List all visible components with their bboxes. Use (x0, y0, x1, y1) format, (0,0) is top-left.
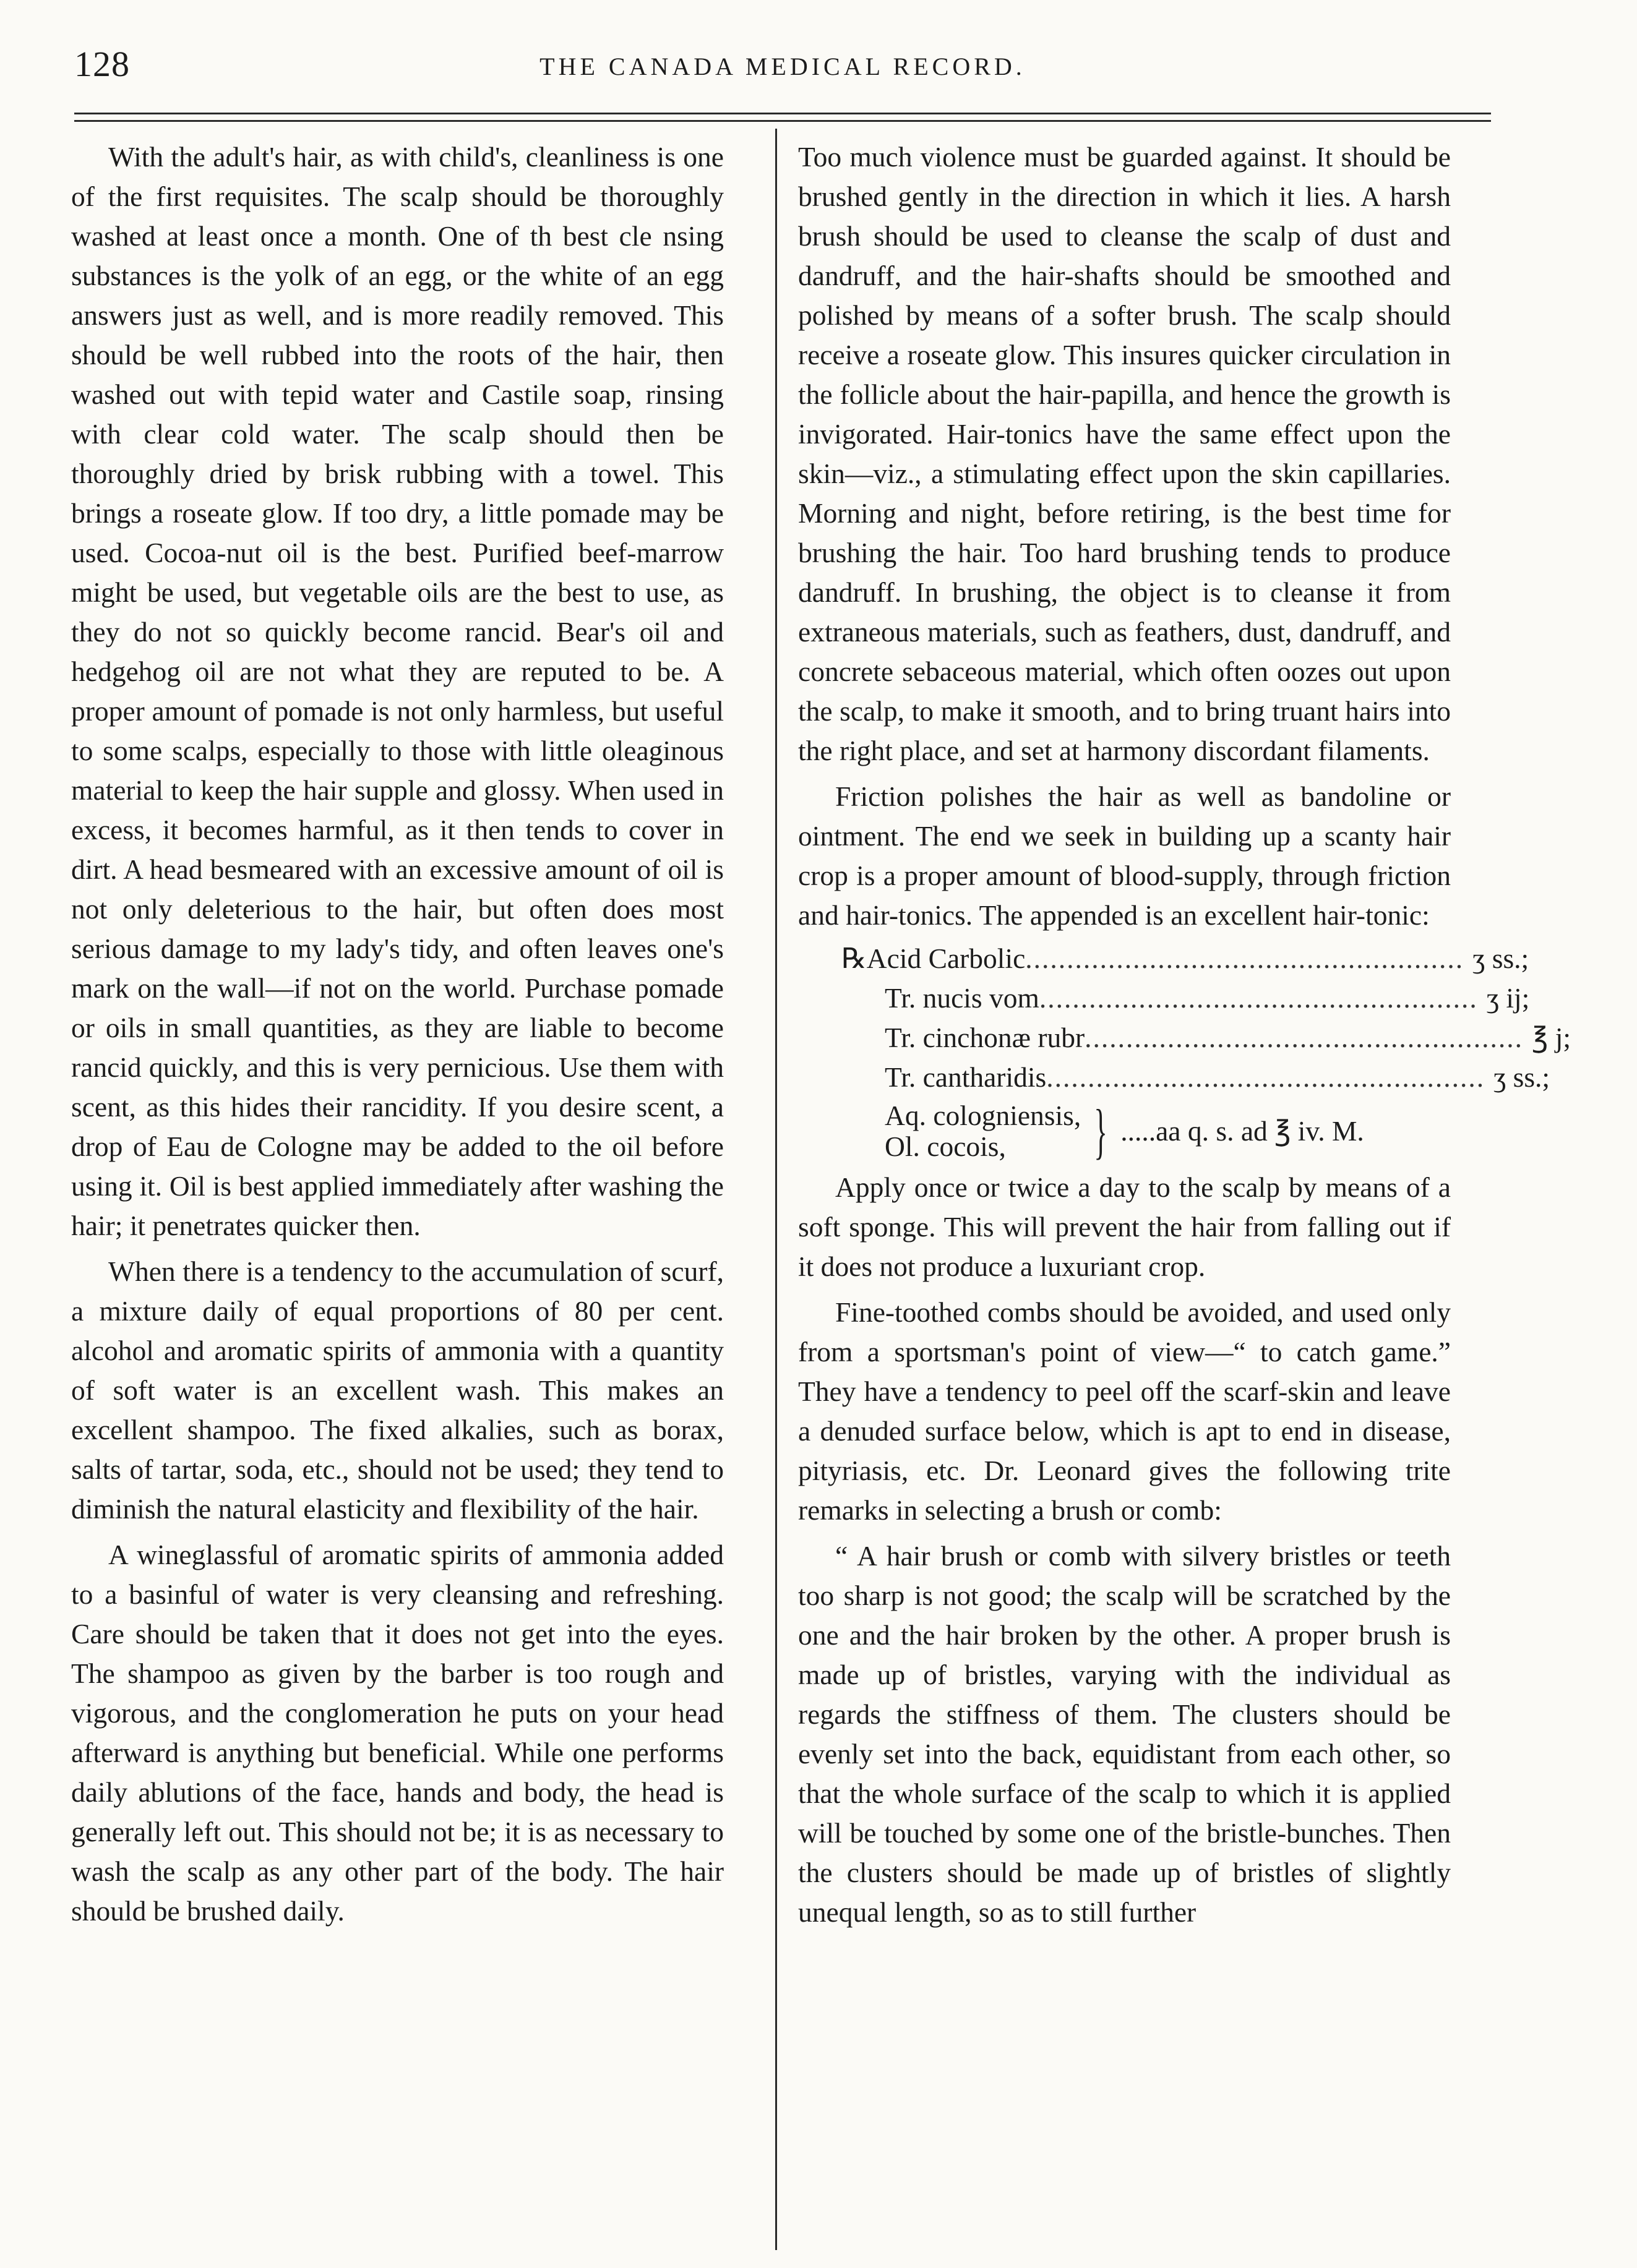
paragraph: Apply once or twice a day to the scalp by means of a soft sponge. This will prevent the hair from falling out if it does not produce a luxuriant crop. (798, 1171, 1451, 1282)
paragraph: A wineglassful of aromatic spirits of ammonia added to a basinful of water is very cleansing and refreshing. Care should be taken that it does not get into the eyes. The shampoo as given by the barber is too rough and vigorous, and the conglomeration he puts on your head afterward is anything but beneficial. While one performs daily ablutions of the face, hands and body, the head is generally left out. This should not be; it is as necessary to wash the scalp as any other part of the body. The hair should be brushed daily. (71, 1539, 724, 1927)
journal-title: THE CANADA MEDICAL RECORD. (539, 53, 1026, 80)
rx-leader-dots: ..................................................... (1025, 943, 1464, 974)
header-rule-top (74, 113, 1491, 114)
rx-item-name: Aq. cologniensis, (885, 1100, 1081, 1131)
column-divider (775, 129, 777, 2250)
paragraph: Fine-toothed combs should be avoided, and used only from a sportsman's point of view—“ to catch game.” They have a tendency to peel off the scarf-skin and leave a denuded surface below, which is apt to end in disease, pityriasis, etc. Dr. Leonard gives the following trite remarks in selecting a brush or comb: (798, 1296, 1451, 1526)
rx-item-dose: ʒ ij; (1486, 982, 1530, 1014)
prescription-item (885, 978, 1530, 1018)
rx-item-name: Acid Carbolic (866, 943, 1026, 974)
paragraph: Friction polishes the hair as well as bandoline or ointment. The end we seek in building up a scanty hair crop is a proper amount of blood-supply, through friction and hair-tonics. The appended is an excellent hair-tonic: (798, 781, 1451, 931)
prescription-item (885, 1058, 1550, 1097)
rx-item-dose: ℥ j; (1532, 1022, 1571, 1053)
paragraph: With the adult's hair, as with child's, cleanliness is one of the first requisites. The scalp should be thoroughly washed at least once a month. One of th best cle nsing substances is the yolk of an egg, or the white of an egg answers just as well, and is more readily removed. This should be well rubbed into the roots of the hair, then washed out with tepid water and Castile soap, rinsing with clear cold water. The scalp should then be thoroughly dried by brisk rubbing with a towel. This brings a roseate glow. If too dry, a little pomade may be used. Cocoa-nut oil is the best. Purified beef-marrow might be used, but vegetable oils are the best to use, as they do not so quickly become rancid. Bear's oil and hedgehog oil are not what they are reputed to be. A proper amount of pomade is not only harmless, but useful to some scalps, especially to those with little oleaginous material to keep the hair supple and glossy. When used in excess, it becomes harmful, as it then tends to cover in dirt. A head besmeared with an excessive amount of oil is not only deleterious to the hair, but often does most serious damage to my lady's tidy, and often leaves one's mark on the wall—if not on the world. Purchase pomade or oils in small quantities, as they are liable to become rancid quickly, and this is very pernicious. Use them with scent, as this hides their rancidity. If you desire scent, a drop of Eau de Cologne may be added to the oil before using it. Oil is best applied immediately after washing the hair; it penetrates quicker then. (71, 141, 724, 1241)
page-number: 128 (74, 44, 130, 84)
left-column (71, 137, 724, 1931)
prescription-combined-item (885, 1097, 1429, 1165)
header-rule-bottom (74, 120, 1491, 122)
rx-combined-dose: .....aa q. s. ad ℥ iv. M. (1120, 1115, 1364, 1147)
prescription (841, 939, 1571, 1165)
prescription-item (885, 1018, 1571, 1058)
rx-item-name: Ol. cocois, (885, 1131, 1006, 1162)
rx-item-name: Tr. cantharidis (885, 1061, 1047, 1093)
brace-icon: } (1094, 1097, 1108, 1165)
paragraph: “ A hair brush or comb with silvery bristles or teeth too sharp is not good; the scalp will be scratched by the one and the hair broken by the other. A proper brush is made up of bristles, varying with the individual as regards the stiffness of them. The clusters should be evenly set into the back, equidistant from each other, so that the whole surface of the scalp to which it is applied will be touched by some one of the bristle-bunches. Then the clusters should be made up of bristles of slightly unequal length, so as to still further (798, 1540, 1451, 1928)
paragraph: Too much violence must be guarded against. It should be brushed gently in the direction in which it lies. A harsh brush should be used to cleanse the scalp of dust and dandruff, and the hair-shafts should be smoothed and polished by means of a softer brush. The scalp should receive a roseate glow. This insures quicker circulation in the follicle about the hair-papilla, and hence the growth is invigorated. Hair-tonics have the same effect upon the skin—viz., a stimulating effect upon the skin capillaries. Morning and night, before retiring, is the best time for brushing the hair. Too hard brushing tends to produce dandruff. In brushing, the object is to cleanse it from extraneous materials, such as feathers, dust, dandruff, and concrete sebaceous material, which often oozes out upon the scalp, to make it smooth, and to bring truant hairs into the right place, and set at harmony discordant filaments. (798, 141, 1451, 766)
paragraph: When there is a tendency to the accumulation of scurf, a mixture daily of equal proportions of 80 per cent. alcohol and aromatic spirits of ammonia with a quantity of soft water is an excellent wash. This makes an excellent shampoo. The fixed alkalies, such as borax, salts of tartar, soda, etc., should not be used; they tend to diminish the natural elasticity and flexibility of the hair. (71, 1256, 724, 1525)
rx-item-name: Tr. cinchonæ rubr (885, 1022, 1085, 1053)
page-header (74, 43, 1491, 99)
rx-symbol: ℞ (841, 943, 867, 974)
right-column (798, 137, 1571, 1932)
rx-item-dose: ʒ ss.; (1493, 1061, 1550, 1093)
rx-item-name: Tr. nucis vom (885, 982, 1039, 1014)
rx-leader-dots: ..................................................... (1046, 1061, 1485, 1093)
rx-item-dose: ʒ ss.; (1472, 943, 1529, 974)
rx-combined-names (885, 1100, 1081, 1162)
rx-leader-dots: ..................................................... (1039, 982, 1478, 1014)
prescription-item (841, 939, 1529, 978)
rx-leader-dots: ..................................................... (1085, 1022, 1524, 1053)
